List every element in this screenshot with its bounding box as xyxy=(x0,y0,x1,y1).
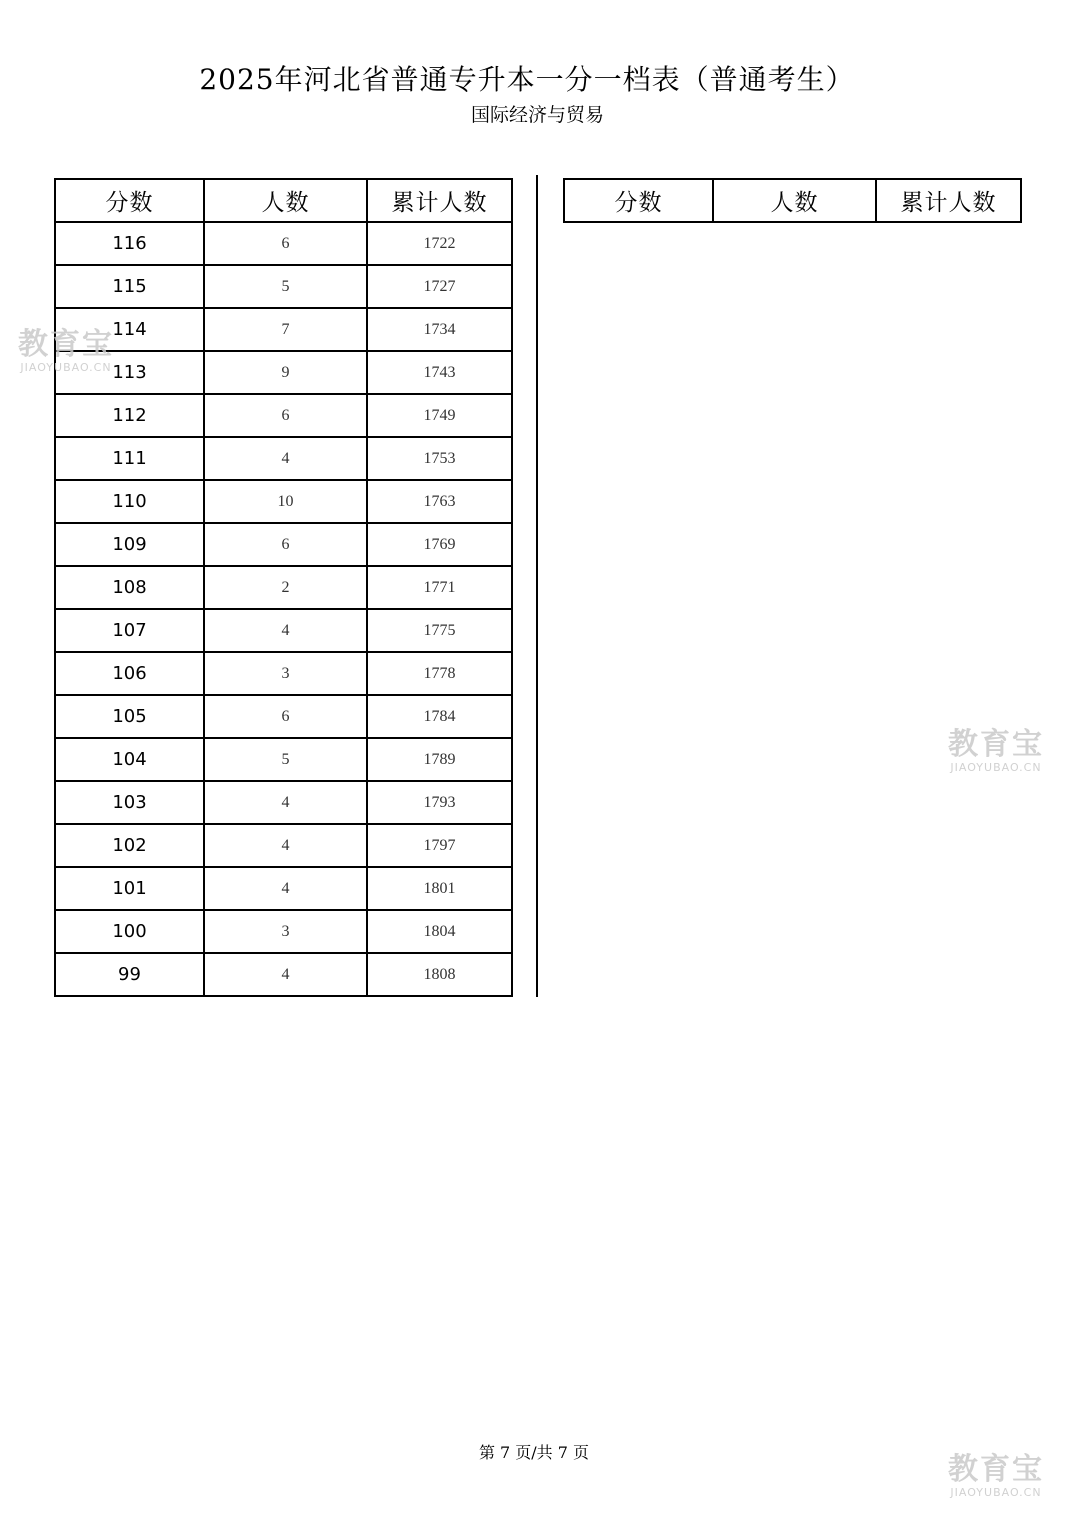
watermark-text-cn: 教育宝 xyxy=(948,1452,1044,1487)
page-title: 2025年河北省普通专升本一分一档表（普通考生） xyxy=(199,63,855,96)
header-score: 分数 xyxy=(564,179,713,222)
cell-count: 4 xyxy=(204,437,367,480)
header-count: 人数 xyxy=(713,179,876,222)
cell-cumulative: 1784 xyxy=(367,695,512,738)
table-row xyxy=(55,953,512,996)
cell-count: 2 xyxy=(204,566,367,609)
cell-count: 3 xyxy=(204,910,367,953)
cell-score: 100 xyxy=(55,910,204,953)
table-row xyxy=(55,265,512,308)
table-row xyxy=(55,566,512,609)
table-row xyxy=(55,308,512,351)
cell-score: 105 xyxy=(55,695,204,738)
table-row xyxy=(55,824,512,867)
cell-count: 6 xyxy=(204,394,367,437)
cell-cumulative: 1771 xyxy=(367,566,512,609)
table-row xyxy=(55,222,512,265)
cell-cumulative: 1769 xyxy=(367,523,512,566)
score-table-left xyxy=(54,178,513,997)
table-row xyxy=(55,867,512,910)
header-score: 分数 xyxy=(55,179,204,222)
table-header-row xyxy=(564,179,1021,222)
cell-count: 5 xyxy=(204,738,367,781)
cell-cumulative: 1763 xyxy=(367,480,512,523)
cell-score: 107 xyxy=(55,609,204,652)
cell-score: 116 xyxy=(55,222,204,265)
table-row xyxy=(55,738,512,781)
cell-score: 102 xyxy=(55,824,204,867)
watermark-text-en: JIAOYUBAO.CN xyxy=(950,761,1042,774)
cell-count: 7 xyxy=(204,308,367,351)
column-divider xyxy=(536,175,538,997)
cell-cumulative: 1734 xyxy=(367,308,512,351)
cell-score: 115 xyxy=(55,265,204,308)
table-row xyxy=(55,523,512,566)
cell-score: 104 xyxy=(55,738,204,781)
cell-count: 6 xyxy=(204,695,367,738)
table-row xyxy=(55,695,512,738)
cell-count: 3 xyxy=(204,652,367,695)
cell-cumulative: 1797 xyxy=(367,824,512,867)
cell-cumulative: 1743 xyxy=(367,351,512,394)
table-row xyxy=(55,910,512,953)
score-table-right xyxy=(563,178,1022,223)
table-row xyxy=(55,652,512,695)
cell-score: 110 xyxy=(55,480,204,523)
table-row xyxy=(55,609,512,652)
header-count: 人数 xyxy=(204,179,367,222)
cell-cumulative: 1775 xyxy=(367,609,512,652)
cell-count: 4 xyxy=(204,609,367,652)
cell-score: 106 xyxy=(55,652,204,695)
cell-count: 10 xyxy=(204,480,367,523)
cell-score: 101 xyxy=(55,867,204,910)
cell-count: 6 xyxy=(204,222,367,265)
cell-score: 103 xyxy=(55,781,204,824)
cell-score: 112 xyxy=(55,394,204,437)
cell-cumulative: 1793 xyxy=(367,781,512,824)
cell-score: 114 xyxy=(55,308,204,351)
cell-count: 4 xyxy=(204,867,367,910)
cell-cumulative: 1808 xyxy=(367,953,512,996)
cell-score: 111 xyxy=(55,437,204,480)
watermark-logo xyxy=(948,1452,1044,1499)
cell-cumulative: 1804 xyxy=(367,910,512,953)
cell-count: 6 xyxy=(204,523,367,566)
cell-cumulative: 1801 xyxy=(367,867,512,910)
cell-cumulative: 1727 xyxy=(367,265,512,308)
cell-count: 9 xyxy=(204,351,367,394)
watermark-text-cn: 教育宝 xyxy=(18,327,114,362)
cell-count: 5 xyxy=(204,265,367,308)
cell-score: 99 xyxy=(55,953,204,996)
page-footer: 第 7 页/共 7 页 xyxy=(478,1443,590,1462)
cell-count: 4 xyxy=(204,824,367,867)
table-row xyxy=(55,480,512,523)
cell-cumulative: 1789 xyxy=(367,738,512,781)
table-header-row xyxy=(55,179,512,222)
table-row xyxy=(55,351,512,394)
table-row xyxy=(55,781,512,824)
watermark-logo xyxy=(18,327,114,374)
cell-cumulative: 1753 xyxy=(367,437,512,480)
cell-score: 109 xyxy=(55,523,204,566)
table-row xyxy=(55,394,512,437)
page-subtitle: 国际经济与贸易 xyxy=(470,104,604,126)
cell-cumulative: 1722 xyxy=(367,222,512,265)
cell-cumulative: 1778 xyxy=(367,652,512,695)
table-row xyxy=(55,437,512,480)
header-cumulative: 累计人数 xyxy=(367,179,512,222)
header-cumulative: 累计人数 xyxy=(876,179,1021,222)
cell-cumulative: 1749 xyxy=(367,394,512,437)
watermark-logo xyxy=(948,727,1044,774)
cell-score: 113 xyxy=(55,351,204,394)
cell-count: 4 xyxy=(204,781,367,824)
watermark-text-cn: 教育宝 xyxy=(948,727,1044,762)
watermark-text-en: JIAOYUBAO.CN xyxy=(20,361,112,374)
cell-score: 108 xyxy=(55,566,204,609)
cell-count: 4 xyxy=(204,953,367,996)
watermark-text-en: JIAOYUBAO.CN xyxy=(950,1486,1042,1499)
